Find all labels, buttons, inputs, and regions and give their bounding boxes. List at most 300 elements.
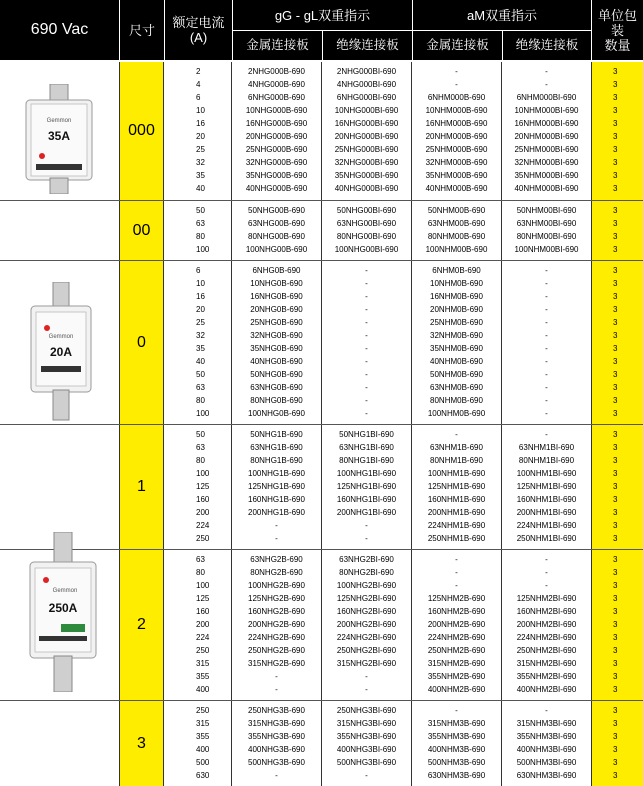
gg-insulated-cell: 35NHG000BI-690 xyxy=(334,171,399,180)
header-gg-group: gG - gL双重指示 xyxy=(233,0,412,30)
current-value: 63 xyxy=(196,443,205,452)
gg-insulated-cell: - xyxy=(365,396,368,405)
gg-insulated-column xyxy=(322,261,412,424)
gg-metal-cell: 315NHG3B-690 xyxy=(248,719,305,728)
size-group-00 xyxy=(0,200,643,260)
size-label: 000 xyxy=(119,62,164,200)
gg-metal-cell: 80NHG1B-690 xyxy=(250,456,303,465)
current-value: 224 xyxy=(196,633,210,642)
am-metal-cell: 20NHM0B-690 xyxy=(430,305,483,314)
unit-value: 3 xyxy=(613,672,618,681)
am-metal-column xyxy=(412,550,502,700)
am-insulated-cell: 160NHM1BI-690 xyxy=(516,495,577,504)
am-insulated-column xyxy=(502,550,592,700)
am-insulated-cell: 500NHM3BI-690 xyxy=(516,758,577,767)
gg-metal-cell: 100NHG00B-690 xyxy=(245,245,308,254)
am-metal-cell: - xyxy=(455,581,458,590)
current-value: 160 xyxy=(196,495,210,504)
gg-metal-cell: 63NHG2B-690 xyxy=(250,555,303,564)
current-value: 80 xyxy=(196,396,205,405)
am-metal-cell: 315NHM2B-690 xyxy=(427,659,486,668)
current-value: 80 xyxy=(196,456,205,465)
am-insulated-cell: 224NHM2BI-690 xyxy=(516,633,577,642)
gg-insulated-cell: 25NHG000BI-690 xyxy=(334,145,399,154)
current-value: 40 xyxy=(196,184,205,193)
gg-insulated-cell: 6NHG000BI-690 xyxy=(336,93,397,102)
unit-value: 3 xyxy=(613,145,618,154)
svg-text:250A: 250A xyxy=(48,601,78,615)
unit-column xyxy=(592,550,643,700)
gg-metal-cell: 4NHG000B-690 xyxy=(248,80,305,89)
unit-value: 3 xyxy=(613,331,618,340)
gg-metal-cell: 35NHG000B-690 xyxy=(245,171,308,180)
unit-value: 3 xyxy=(613,495,618,504)
am-metal-cell: 100NHM0B-690 xyxy=(427,409,486,418)
gg-metal-cell: 35NHG0B-690 xyxy=(250,344,303,353)
size-label: 3 xyxy=(119,701,164,786)
unit-value: 3 xyxy=(613,396,618,405)
header-size: 尺寸 xyxy=(120,0,164,60)
unit-column xyxy=(592,261,643,424)
gg-insulated-cell: 100NHG00BI-690 xyxy=(334,245,399,254)
gg-metal-cell: 200NHG2B-690 xyxy=(248,620,305,629)
unit-value: 3 xyxy=(613,771,618,780)
gg-metal-cell: 63NHG0B-690 xyxy=(250,383,303,392)
gg-insulated-cell: 160NHG1BI-690 xyxy=(336,495,397,504)
gg-metal-cell: 80NHG00B-690 xyxy=(248,232,305,241)
current-value: 63 xyxy=(196,383,205,392)
unit-value: 3 xyxy=(613,158,618,167)
am-metal-column xyxy=(412,425,502,549)
header-unit-pack: 单位包装 数量 xyxy=(592,0,643,60)
am-insulated-cell: 100NHM1BI-690 xyxy=(516,469,577,478)
gg-metal-cell: 100NHG2B-690 xyxy=(248,581,305,590)
current-value: 355 xyxy=(196,732,210,741)
gg-metal-cell: 16NHG000B-690 xyxy=(245,119,308,128)
gg-metal-cell: 224NHG2B-690 xyxy=(248,633,305,642)
gg-insulated-column xyxy=(322,550,412,700)
current-value: 63 xyxy=(196,555,205,564)
unit-value: 3 xyxy=(613,206,618,215)
gg-insulated-cell: 315NHG2BI-690 xyxy=(336,659,397,668)
am-insulated-cell: 400NHM2BI-690 xyxy=(516,685,577,694)
am-insulated-cell: - xyxy=(545,555,548,564)
am-insulated-cell: 63NHM1BI-690 xyxy=(518,443,575,452)
am-insulated-cell: 315NHM3BI-690 xyxy=(516,719,577,728)
current-value: 10 xyxy=(196,106,205,115)
am-metal-cell: 6NHM0B-690 xyxy=(432,266,481,275)
am-metal-column xyxy=(412,62,502,200)
gg-metal-column xyxy=(232,62,322,200)
gg-insulated-cell: 125NHG2BI-690 xyxy=(336,594,397,603)
unit-value: 3 xyxy=(613,732,618,741)
am-insulated-cell: - xyxy=(545,331,548,340)
gg-metal-cell: 63NHG1B-690 xyxy=(250,443,303,452)
unit-value: 3 xyxy=(613,409,618,418)
am-metal-cell: 160NHM1B-690 xyxy=(427,495,486,504)
gg-insulated-cell: - xyxy=(365,672,368,681)
current-value: 100 xyxy=(196,469,210,478)
am-metal-cell: 40NHM0B-690 xyxy=(430,357,483,366)
current-value: 16 xyxy=(196,119,205,128)
am-metal-cell: - xyxy=(455,706,458,715)
am-insulated-cell: 250NHM2BI-690 xyxy=(516,646,577,655)
current-value: 10 xyxy=(196,279,205,288)
gg-insulated-cell: - xyxy=(365,534,368,543)
unit-value: 3 xyxy=(613,719,618,728)
unit-value: 3 xyxy=(613,106,618,115)
am-metal-cell: 40NHM000B-690 xyxy=(425,184,488,193)
current-value: 355 xyxy=(196,672,210,681)
current-value: 224 xyxy=(196,521,210,530)
am-metal-cell: - xyxy=(455,555,458,564)
image-cell xyxy=(0,425,119,549)
unit-value: 3 xyxy=(613,555,618,564)
gg-metal-cell: 32NHG000B-690 xyxy=(245,158,308,167)
am-insulated-column xyxy=(502,201,592,260)
am-insulated-cell: 400NHM3BI-690 xyxy=(516,745,577,754)
am-insulated-cell: 16NHM000BI-690 xyxy=(514,119,579,128)
am-metal-cell: - xyxy=(455,568,458,577)
gg-insulated-cell: 63NHG00BI-690 xyxy=(336,219,397,228)
am-insulated-cell: - xyxy=(545,396,548,405)
gg-insulated-cell: 20NHG000BI-690 xyxy=(334,132,399,141)
current-value: 400 xyxy=(196,685,210,694)
current-value: 250 xyxy=(196,646,210,655)
gg-insulated-cell: 4NHG000BI-690 xyxy=(336,80,397,89)
gg-metal-cell: 200NHG1B-690 xyxy=(248,508,305,517)
gg-metal-cell: - xyxy=(275,534,278,543)
svg-text:Gemmon: Gemmon xyxy=(46,118,72,124)
gg-metal-cell: 6NHG0B-690 xyxy=(252,266,301,275)
unit-value: 3 xyxy=(613,534,618,543)
am-insulated-cell: 80NHM00BI-690 xyxy=(516,232,577,241)
unit-value: 3 xyxy=(613,219,618,228)
am-metal-cell: 6NHM000B-690 xyxy=(427,93,486,102)
unit-value: 3 xyxy=(613,370,618,379)
am-metal-cell: 160NHM2B-690 xyxy=(427,607,486,616)
am-insulated-column xyxy=(502,62,592,200)
current-value: 400 xyxy=(196,745,210,754)
current-value: 25 xyxy=(196,318,205,327)
gg-metal-cell: 20NHG0B-690 xyxy=(250,305,303,314)
size-label: 1 xyxy=(119,425,164,549)
am-insulated-cell: 200NHM1BI-690 xyxy=(516,508,577,517)
gg-metal-cell: 250NHG2B-690 xyxy=(248,646,305,655)
gg-metal-column xyxy=(232,261,322,424)
am-insulated-cell: - xyxy=(545,292,548,301)
gg-metal-cell: 25NHG0B-690 xyxy=(250,318,303,327)
am-insulated-cell: 355NHM3BI-690 xyxy=(516,732,577,741)
am-metal-cell: 63NHM1B-690 xyxy=(430,443,483,452)
header-gg-metal: 金属连接板 xyxy=(233,31,322,60)
unit-value: 3 xyxy=(613,232,618,241)
am-insulated-cell: 35NHM000BI-690 xyxy=(514,171,579,180)
current-value: 16 xyxy=(196,292,205,301)
am-insulated-column xyxy=(502,425,592,549)
gg-metal-cell: 80NHG2B-690 xyxy=(250,568,303,577)
current-value: 250 xyxy=(196,706,210,715)
current-value: 80 xyxy=(196,232,205,241)
image-cell xyxy=(0,201,119,260)
am-metal-cell: 50NHM0B-690 xyxy=(430,370,483,379)
am-insulated-cell: 10NHM000BI-690 xyxy=(514,106,579,115)
gg-metal-cell: 500NHG3B-690 xyxy=(248,758,305,767)
am-insulated-cell: 160NHM2BI-690 xyxy=(516,607,577,616)
unit-value: 3 xyxy=(613,607,618,616)
gg-metal-cell: 6NHG000B-690 xyxy=(248,93,305,102)
current-column xyxy=(164,201,232,260)
current-value: 20 xyxy=(196,305,205,314)
current-column xyxy=(164,425,232,549)
unit-value: 3 xyxy=(613,245,618,254)
gg-insulated-cell: - xyxy=(365,383,368,392)
am-metal-cell: 400NHM3B-690 xyxy=(427,745,486,754)
am-metal-column xyxy=(412,261,502,424)
gg-metal-cell: 100NHG0B-690 xyxy=(248,409,305,418)
gg-insulated-cell: - xyxy=(365,266,368,275)
am-metal-cell: 32NHM0B-690 xyxy=(430,331,483,340)
gg-metal-column xyxy=(232,425,322,549)
am-metal-cell: 355NHM3B-690 xyxy=(427,732,486,741)
current-value: 63 xyxy=(196,219,205,228)
current-value: 50 xyxy=(196,370,205,379)
unit-value: 3 xyxy=(613,745,618,754)
current-value: 125 xyxy=(196,482,210,491)
gg-metal-cell: 10NHG0B-690 xyxy=(250,279,303,288)
am-insulated-cell: 25NHM000BI-690 xyxy=(514,145,579,154)
gg-insulated-cell: - xyxy=(365,279,368,288)
header-am-group: aM双重指示 xyxy=(413,0,591,30)
am-insulated-cell: - xyxy=(545,370,548,379)
am-metal-cell: 500NHM3B-690 xyxy=(427,758,486,767)
current-value: 160 xyxy=(196,607,210,616)
gg-insulated-cell: - xyxy=(365,318,368,327)
am-insulated-cell: 355NHM2BI-690 xyxy=(516,672,577,681)
am-insulated-cell: - xyxy=(545,344,548,353)
gg-metal-column xyxy=(232,201,322,260)
gg-insulated-cell: 100NHG2BI-690 xyxy=(336,581,397,590)
am-insulated-cell: - xyxy=(545,67,548,76)
am-insulated-cell: 200NHM2BI-690 xyxy=(516,620,577,629)
am-insulated-cell: - xyxy=(545,409,548,418)
am-insulated-cell: 6NHM000BI-690 xyxy=(516,93,577,102)
gg-insulated-cell: - xyxy=(365,685,368,694)
gg-metal-cell: 125NHG2B-690 xyxy=(248,594,305,603)
size-group-3 xyxy=(0,700,643,786)
am-metal-cell: 10NHM0B-690 xyxy=(430,279,483,288)
size-label: 00 xyxy=(119,201,164,260)
gg-metal-cell: - xyxy=(275,672,278,681)
am-insulated-cell: 630NHM3BI-690 xyxy=(516,771,577,780)
am-insulated-cell: 315NHM2BI-690 xyxy=(516,659,577,668)
current-column xyxy=(164,62,232,200)
am-insulated-cell: 50NHM00BI-690 xyxy=(516,206,577,215)
gg-metal-cell: 50NHG0B-690 xyxy=(250,370,303,379)
current-value: 4 xyxy=(196,80,201,89)
am-metal-column xyxy=(412,201,502,260)
gg-metal-cell: 40NHG0B-690 xyxy=(250,357,303,366)
am-insulated-cell: - xyxy=(545,568,548,577)
gg-metal-cell: 80NHG0B-690 xyxy=(250,396,303,405)
unit-value: 3 xyxy=(613,758,618,767)
unit-value: 3 xyxy=(613,357,618,366)
svg-text:Gemmon: Gemmon xyxy=(48,334,74,340)
gg-metal-cell: 50NHG1B-690 xyxy=(250,430,303,439)
am-insulated-cell: 125NHM1BI-690 xyxy=(516,482,577,491)
gg-metal-cell: 160NHG2B-690 xyxy=(248,607,305,616)
am-insulated-column xyxy=(502,261,592,424)
am-metal-cell: 250NHM2B-690 xyxy=(427,646,486,655)
current-value: 200 xyxy=(196,620,210,629)
unit-value: 3 xyxy=(613,706,618,715)
unit-column xyxy=(592,425,643,549)
am-metal-cell: 80NHM1B-690 xyxy=(430,456,483,465)
header-gg-insulated: 绝缘连接板 xyxy=(323,31,412,60)
current-column xyxy=(164,701,232,786)
unit-value: 3 xyxy=(613,568,618,577)
fuse-image-2 xyxy=(25,532,101,692)
size-group-1 xyxy=(0,424,643,549)
unit-column xyxy=(592,701,643,786)
am-insulated-column xyxy=(502,701,592,786)
unit-value: 3 xyxy=(613,119,618,128)
am-metal-cell: 20NHM000B-690 xyxy=(425,132,488,141)
gg-insulated-column xyxy=(322,201,412,260)
gg-metal-cell: 355NHG3B-690 xyxy=(248,732,305,741)
am-metal-column xyxy=(412,701,502,786)
am-insulated-cell: - xyxy=(545,318,548,327)
gg-metal-cell: 2NHG000B-690 xyxy=(248,67,305,76)
unit-value: 3 xyxy=(613,620,618,629)
svg-text:20A: 20A xyxy=(49,345,73,359)
am-metal-cell: 25NHM0B-690 xyxy=(430,318,483,327)
gg-metal-cell: 16NHG0B-690 xyxy=(250,292,303,301)
am-metal-cell: 32NHM000B-690 xyxy=(425,158,488,167)
svg-text:35A: 35A xyxy=(47,129,71,143)
am-metal-cell: 35NHM0B-690 xyxy=(430,344,483,353)
current-column xyxy=(164,550,232,700)
gg-metal-cell: - xyxy=(275,771,278,780)
unit-value: 3 xyxy=(613,279,618,288)
gg-insulated-cell: 250NHG3BI-690 xyxy=(336,706,397,715)
am-metal-cell: 100NHM00B-690 xyxy=(425,245,488,254)
am-insulated-cell: - xyxy=(545,305,548,314)
gg-insulated-cell: 50NHG1BI-690 xyxy=(339,430,394,439)
am-insulated-cell: - xyxy=(545,80,548,89)
am-metal-cell: - xyxy=(455,430,458,439)
gg-insulated-cell: - xyxy=(365,521,368,530)
am-metal-cell: 50NHM00B-690 xyxy=(427,206,486,215)
header-rated-current: 额定电流 (A) xyxy=(165,0,232,60)
current-value: 315 xyxy=(196,719,210,728)
am-insulated-cell: 250NHM1BI-690 xyxy=(516,534,577,543)
am-metal-cell: 224NHM1B-690 xyxy=(427,521,486,530)
unit-value: 3 xyxy=(613,344,618,353)
am-insulated-cell: 224NHM1BI-690 xyxy=(516,521,577,530)
unit-value: 3 xyxy=(613,132,618,141)
unit-value: 3 xyxy=(613,443,618,452)
gg-insulated-cell: 10NHG000BI-690 xyxy=(334,106,399,115)
current-value: 100 xyxy=(196,245,210,254)
am-metal-cell: 63NHM0B-690 xyxy=(430,383,483,392)
unit-value: 3 xyxy=(613,430,618,439)
unit-column xyxy=(592,62,643,200)
am-insulated-cell: 20NHM000BI-690 xyxy=(514,132,579,141)
am-metal-cell: 355NHM2B-690 xyxy=(427,672,486,681)
current-value: 80 xyxy=(196,568,205,577)
gg-insulated-cell: 200NHG2BI-690 xyxy=(336,620,397,629)
gg-insulated-cell: 355NHG3BI-690 xyxy=(336,732,397,741)
am-insulated-cell: 40NHM000BI-690 xyxy=(514,184,579,193)
gg-insulated-cell: - xyxy=(365,305,368,314)
am-metal-cell: 125NHM1B-690 xyxy=(427,482,486,491)
am-insulated-cell: - xyxy=(545,266,548,275)
gg-metal-cell: 20NHG000B-690 xyxy=(245,132,308,141)
gg-insulated-column xyxy=(322,425,412,549)
gg-insulated-cell: - xyxy=(365,370,368,379)
unit-value: 3 xyxy=(613,482,618,491)
size-group-000 xyxy=(0,62,643,200)
gg-insulated-cell: 200NHG1BI-690 xyxy=(336,508,397,517)
current-value: 315 xyxy=(196,659,210,668)
gg-metal-cell: 315NHG2B-690 xyxy=(248,659,305,668)
gg-metal-cell: 40NHG000B-690 xyxy=(245,184,308,193)
am-insulated-cell: - xyxy=(545,279,548,288)
gg-insulated-cell: 80NHG00BI-690 xyxy=(336,232,397,241)
gg-insulated-cell: - xyxy=(365,344,368,353)
am-insulated-cell: 100NHM00BI-690 xyxy=(514,245,579,254)
size-label: 2 xyxy=(119,550,164,700)
current-value: 2 xyxy=(196,67,201,76)
current-value: 20 xyxy=(196,132,205,141)
am-insulated-cell: - xyxy=(545,581,548,590)
current-value: 6 xyxy=(196,266,201,275)
fuse-image-0 xyxy=(25,282,97,422)
am-metal-cell: 315NHM3B-690 xyxy=(427,719,486,728)
unit-value: 3 xyxy=(613,305,618,314)
current-value: 200 xyxy=(196,508,210,517)
am-metal-cell: 63NHM00B-690 xyxy=(427,219,486,228)
gg-metal-cell: 25NHG000B-690 xyxy=(245,145,308,154)
current-value: 40 xyxy=(196,357,205,366)
gg-insulated-cell: 40NHG000BI-690 xyxy=(334,184,399,193)
current-value: 250 xyxy=(196,534,210,543)
gg-insulated-cell: 2NHG000BI-690 xyxy=(336,67,397,76)
gg-insulated-cell: 160NHG2BI-690 xyxy=(336,607,397,616)
gg-metal-cell: - xyxy=(275,521,278,530)
am-insulated-cell: - xyxy=(545,383,548,392)
am-metal-cell: 16NHM0B-690 xyxy=(430,292,483,301)
gg-insulated-cell: - xyxy=(365,357,368,366)
current-value: 630 xyxy=(196,771,210,780)
unit-value: 3 xyxy=(613,93,618,102)
unit-value: 3 xyxy=(613,469,618,478)
am-insulated-cell: - xyxy=(545,430,548,439)
current-value: 50 xyxy=(196,430,205,439)
header-am-insulated: 绝缘连接板 xyxy=(503,31,591,60)
unit-value: 3 xyxy=(613,292,618,301)
unit-value: 3 xyxy=(613,659,618,668)
unit-value: 3 xyxy=(613,383,618,392)
current-column xyxy=(164,261,232,424)
am-insulated-cell: 125NHM2BI-690 xyxy=(516,594,577,603)
gg-insulated-cell: 63NHG2BI-690 xyxy=(339,555,394,564)
am-metal-cell: 200NHM1B-690 xyxy=(427,508,486,517)
am-metal-cell: 200NHM2B-690 xyxy=(427,620,486,629)
gg-insulated-cell: 50NHG00BI-690 xyxy=(336,206,397,215)
unit-value: 3 xyxy=(613,266,618,275)
